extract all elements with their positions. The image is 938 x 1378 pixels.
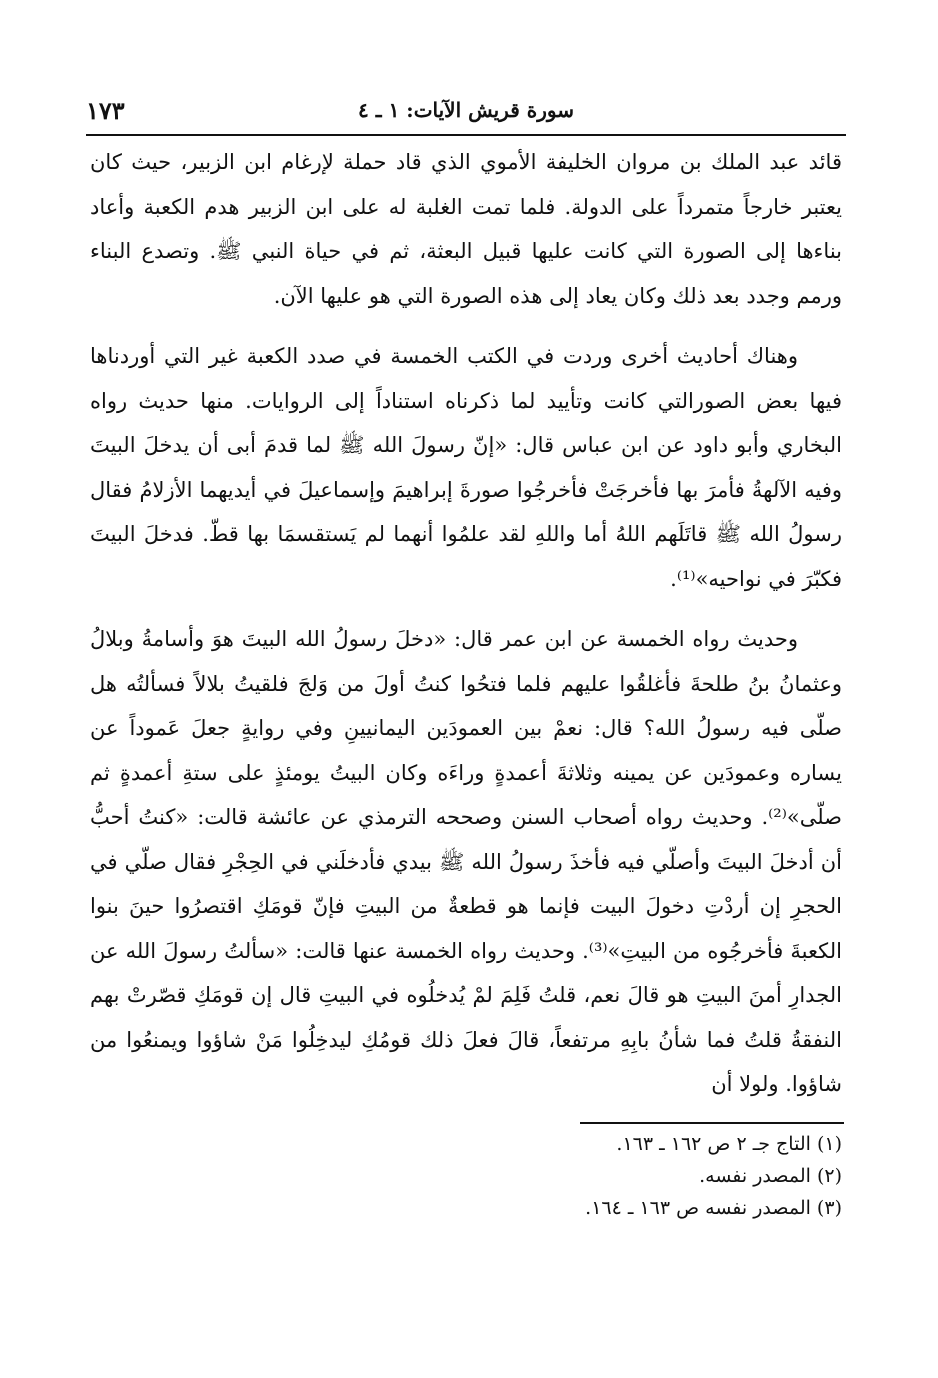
paragraph-1: قائد عبد الملك بن مروان الخليفة الأموي الذي قاد حملة لإرغام ابن الزبير، حيث كان يعتبر خارجاً متمرداً على الدولة. فلما تمت الغلبة له على ابن الزبير هدم الكعبة وأعاد بناءها إلى الصورة التي كانت عليها قبيل البعثة، ثم في حياة النبي ﷺ. وتصدع البناء ورمم وجدد بعد ذلك وكان يعاد إلى هذه الصورة التي هو عليها الآن. xyxy=(90,150,842,308)
page-number: ١٧٣ xyxy=(86,96,125,125)
footnote-2: (٢) المصدر نفسه. xyxy=(699,1165,842,1187)
footnote-rule xyxy=(580,1122,844,1124)
footnotes xyxy=(90,1128,842,1224)
running-title: سورة قريش الآيات: ١ ـ ٤ xyxy=(358,98,574,122)
paragraph-2: وهناك أحاديث أخرى وردت في الكتب الخمسة في صدد الكعبة غير التي أوردناها فيها بعض الصورالتي كانت وتأييد لما ذكرناه استناداً إلى الروايات. منها حديث رواه البخاري وأبو داود عن ابن عباس قال: «إنّ رسولَ الله ﷺ لما قدمَ أبى أن يدخلَ البيتَ وفيه الآلهةُ فأمرَ بها فأخرجَتْ فأخرجُوا صورةَ إبراهيمَ وإسماعيلَ في أيديهما الأزلامُ فقال رسولُ الله ﷺ قاتَلَهم اللهُ أما واللهِ لقد علمُوا أنهما لم يَستقسمَا بها قطّ. فدخلَ البيتَ فكبّرَ في نواحيه»⁽¹⁾. xyxy=(90,344,842,591)
paragraph-3: وحديث رواه الخمسة عن ابن عمر قال: «دخلَ رسولُ الله البيتَ هوَ وأسامةُ وبلالُ وعثمانُ بنُ طلحةَ فأغلقُوا عليهم فلما فتحُوا كنتُ أولَ من وَلجَ فلقيتُ بلالاً فسألتُه هل صلّى فيه رسولُ الله؟ قال: نعمْ بين العمودَين اليمانيينِ وفي روايةٍ جعلَ عَموداً عن يساره وعمودَين عن يمينه وثلاثةَ أعمدةٍ وراءَه وكان البيتُ يومئذٍ على ستةِ أعمدةٍ ثم صلّى»⁽²⁾. وحديث رواه أصحاب السنن وصححه الترمذي عن عائشة قالت: «كنتُ أحبُّ أن أدخلَ البيتَ وأصلّي فيه فأخذَ رسولُ الله ﷺ بيدي فأدخلَني في الحِجْرِ فقال صلّي في الحجرِ إن أردْتِ دخولَ البيت فإنما هو قطعةٌ من البيتِ فإنّ قومَكِ اقتصرُوا حينَ بنوا الكعبةَ فأخرجُوه من البيتِ»⁽³⁾. وحديث رواه الخمسة عنها قالت: «سألتُ رسولَ الله عن الجدارِ أمنَ البيتِ هو قالَ نعم، قلتُ فَلِمَ لمْ يُدخلُوه في البيتِ قال إن قومَكِ قصّرتْ بهم النفقةُ قلتُ فما شأنُ بابِهِ مرتفعاً، قالَ فعلَ ذلك قومُكِ ليدخِلُوا مَنْ شاؤوا ويمنعُوا من شاؤوا. ولولا أن xyxy=(90,627,842,1096)
header-rule xyxy=(86,134,846,136)
body-text xyxy=(90,140,842,1107)
page-header xyxy=(86,92,846,132)
footnote-3: (٣) المصدر نفسه ص ١٦٣ ـ ١٦٤. xyxy=(585,1197,842,1219)
footnote-1: (١) التاج جـ ٢ ص ١٦٢ ـ ١٦٣. xyxy=(616,1133,842,1155)
